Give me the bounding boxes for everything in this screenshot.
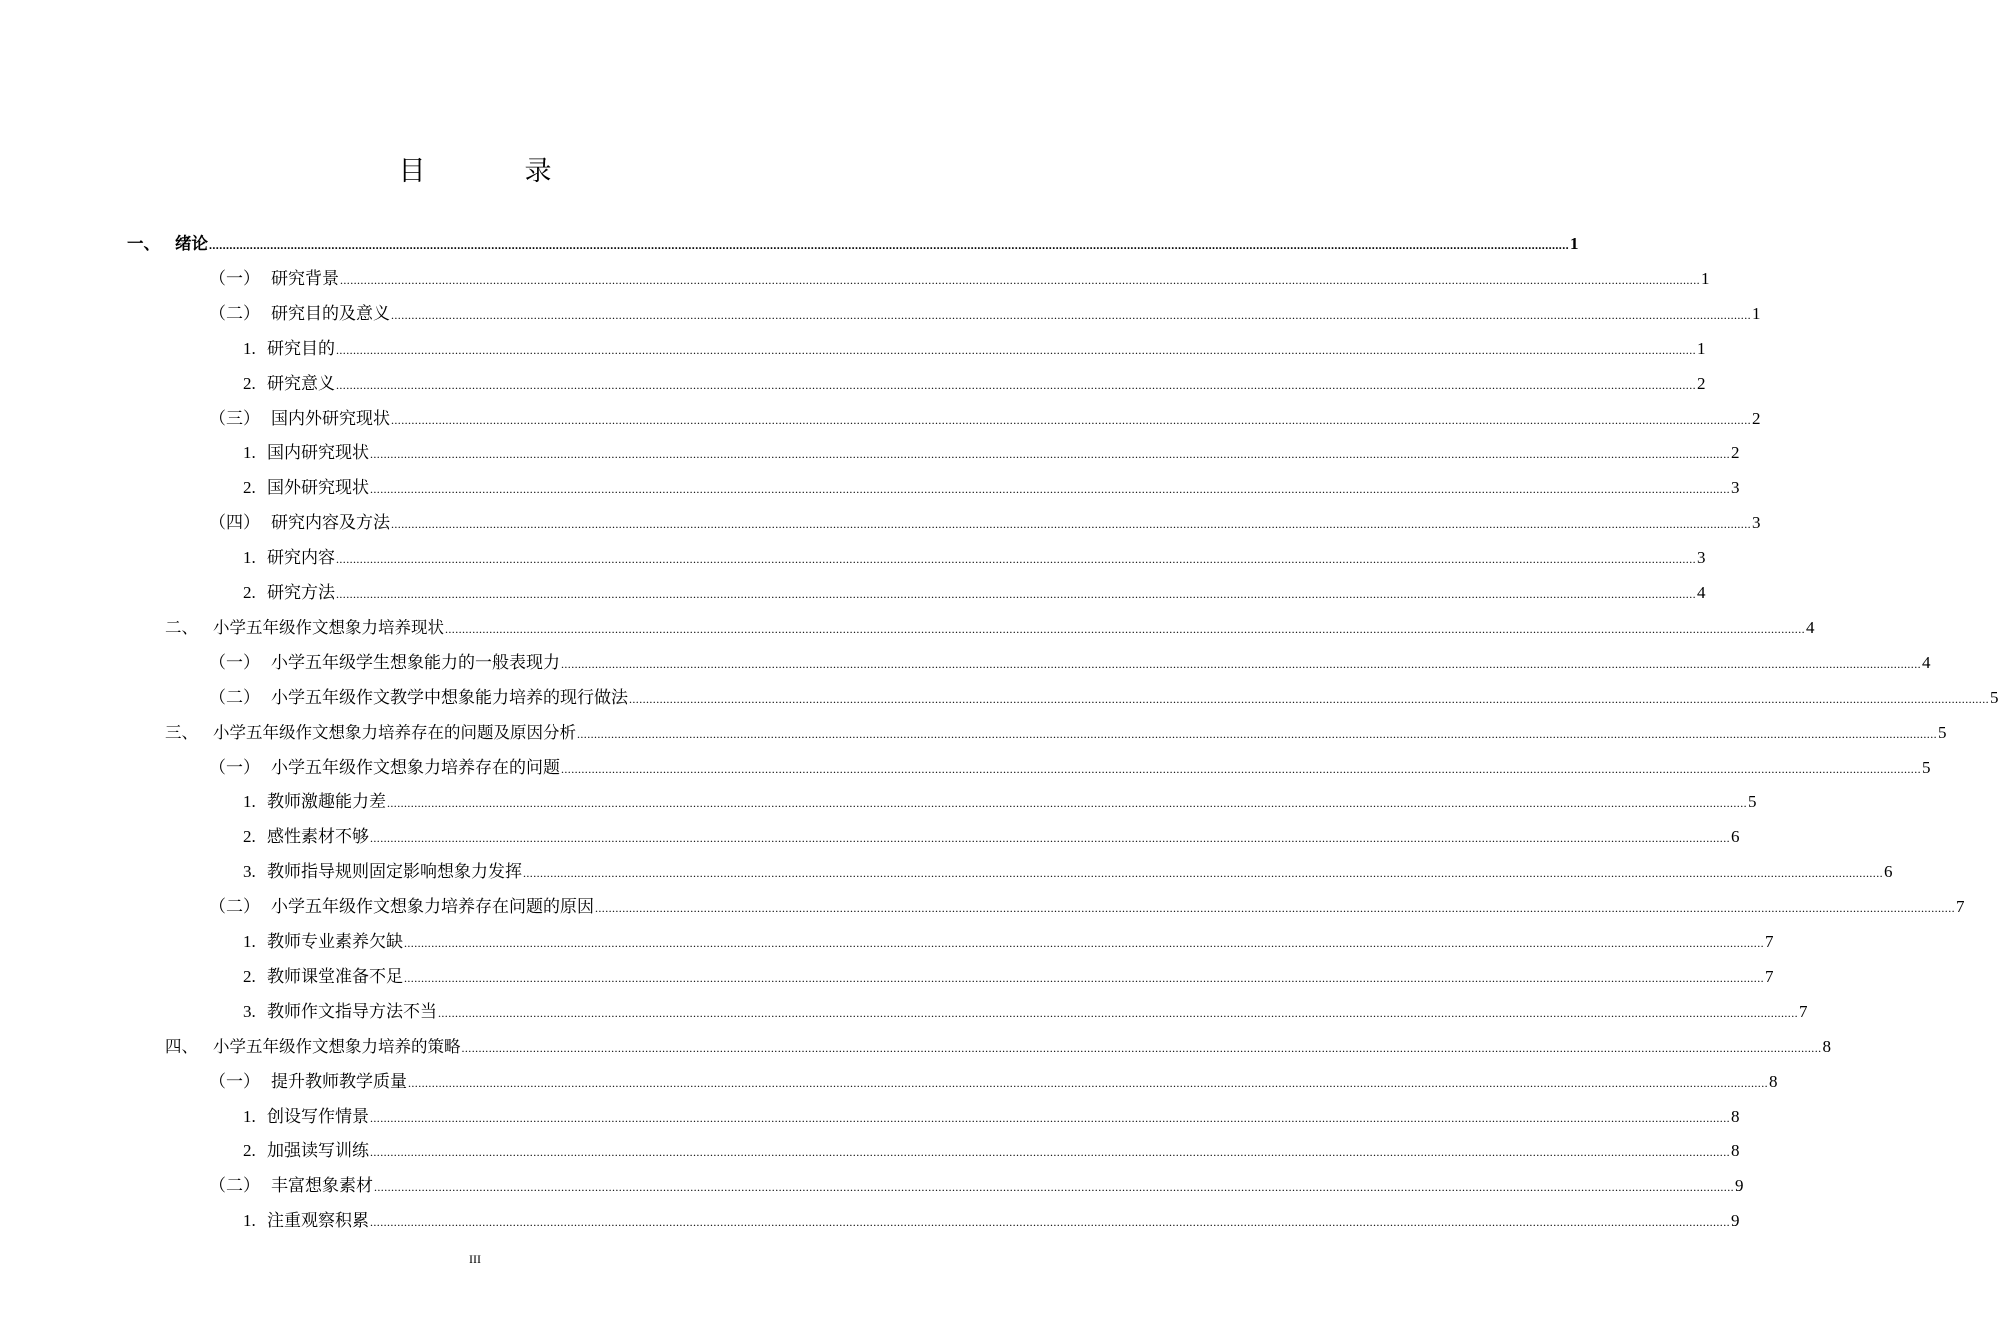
toc-entry-page: 9 [1731, 1211, 1740, 1231]
dot-leader: ................................................................................................................................................................................................................................................................................................................................................................................................................ [391, 517, 1751, 532]
toc-title: 目 录 [398, 156, 588, 187]
toc-entry-number: 1. [243, 792, 256, 812]
toc-entry-page: 2 [1697, 373, 1706, 393]
dot-leader: ................................................................................................................................................................................................................................................................................................................................................................................................................ [374, 1180, 1734, 1195]
toc-entry-number: （二） [209, 897, 260, 917]
toc-entry[interactable] [209, 291, 1761, 325]
toc-entry-title: 创设写作情景 [267, 1106, 369, 1126]
toc-entry-number: （二） [209, 687, 260, 707]
toc-entry-number: 1. [243, 548, 256, 568]
toc-entry-number: （一） [209, 268, 260, 288]
toc-entry[interactable] [243, 326, 1706, 360]
toc-entry[interactable] [243, 849, 1893, 883]
dot-leader: ................................................................................................................................................................................................................................................................................................................................................................................................................ [561, 656, 1921, 671]
toc-entry-title: 研究意义 [267, 373, 335, 393]
toc-entry[interactable] [243, 535, 1706, 569]
toc-entry[interactable] [243, 1128, 1740, 1162]
toc-entry[interactable] [165, 1024, 1831, 1058]
toc-entry-number: 2. [243, 827, 256, 847]
toc-entry[interactable] [243, 919, 1774, 953]
toc-entry-page: 5 [1748, 792, 1757, 812]
toc-entry[interactable] [243, 814, 1740, 848]
toc-entry-title: 小学五年级作文想象力培养现状 [213, 617, 444, 637]
dot-leader: ................................................................................................................................................................................................................................................................................................................................................................................................................ [391, 412, 1751, 427]
dot-leader: ................................................................................................................................................................................................................................................................................................................................................................................................................ [336, 377, 1696, 392]
toc-entry[interactable] [243, 465, 1740, 499]
page-number-footer: III [469, 1252, 481, 1266]
toc-entry-title: 研究目的及意义 [271, 303, 390, 323]
dot-leader: ................................................................................................................................................................................................................................................................................................................................................................................................................ [336, 342, 1696, 357]
toc-entry-title: 丰富想象素材 [271, 1176, 373, 1196]
toc-entry-page: 6 [1884, 862, 1893, 882]
toc-entry[interactable] [209, 1059, 1778, 1093]
toc-entry-number: （二） [209, 1176, 260, 1196]
dot-leader: ................................................................................................................................................................................................................................................................................................................................................................................................................ [336, 552, 1696, 567]
toc-entry-title: 教师课堂准备不足 [267, 966, 403, 986]
toc-entry[interactable] [165, 605, 1815, 639]
toc-entry-page: 3 [1697, 548, 1706, 568]
toc-entry-number: （一） [209, 1071, 260, 1091]
toc-entry-number: 二、 [165, 617, 198, 637]
dot-leader: ................................................................................................................................................................................................................................................................................................................................................................................................................ [370, 447, 1730, 462]
dot-leader: ................................................................................................................................................................................................................................................................................................................................................................................................................ [523, 866, 1883, 881]
toc-entry-number: 四、 [165, 1036, 198, 1056]
toc-entry[interactable] [243, 361, 1706, 395]
dot-leader: ................................................................................................................................................................................................................................................................................................................................................................................................................ [336, 587, 1696, 601]
dot-leader: ................................................................................................................................................................................................................................................................................................................................................................................................................ [209, 238, 1569, 252]
toc-entry-title: 小学五年级作文想象力培养存在问题的原因 [271, 897, 594, 917]
toc-entry-number: （四） [209, 513, 260, 533]
toc-entry-title: 研究目的 [267, 338, 335, 358]
toc-entry-page: 5 [1922, 757, 1931, 777]
toc-entry-number: 1. [243, 443, 256, 463]
toc-entry-title: 教师指导规则固定影响想象力发挥 [267, 862, 522, 882]
toc-entry-title: 感性素材不够 [267, 827, 369, 847]
toc-entry-page: 7 [1799, 1001, 1808, 1021]
toc-entry-number: 2. [243, 583, 256, 602]
toc-entry-number: 1. [243, 1211, 256, 1231]
dot-leader: ................................................................................................................................................................................................................................................................................................................................................................................................................ [370, 482, 1730, 497]
toc-entry-page: 8 [1769, 1071, 1778, 1091]
dot-leader: ................................................................................................................................................................................................................................................................................................................................................................................................................ [404, 970, 1764, 985]
toc-entry-number: 2. [243, 1141, 256, 1161]
toc-entry-title: 国内研究现状 [267, 443, 369, 463]
toc-entry-page: 7 [1956, 897, 1965, 917]
toc-entry-page: 1 [1570, 234, 1579, 253]
toc-entry-page: 8 [1731, 1106, 1740, 1126]
toc-entry-number: 2. [243, 478, 256, 498]
toc-entry-page: 4 [1922, 652, 1931, 672]
dot-leader: ................................................................................................................................................................................................................................................................................................................................................................................................................ [404, 936, 1764, 950]
toc-entry-number: 三、 [165, 722, 198, 742]
toc-entry-number: 3. [243, 1001, 256, 1021]
toc-entry-number: 3. [243, 862, 256, 882]
dot-leader: ................................................................................................................................................................................................................................................................................................................................................................................................................ [595, 901, 1955, 916]
toc-entry[interactable] [243, 570, 1706, 604]
dot-leader: ................................................................................................................................................................................................................................................................................................................................................................................................................ [370, 831, 1730, 846]
toc-entry[interactable] [209, 745, 1931, 779]
toc-entry-page: 6 [1731, 827, 1740, 847]
toc-entry-page: 8 [1731, 1141, 1740, 1161]
toc-entry-title: 小学五年级学生想象能力的一般表现力 [271, 652, 560, 672]
toc-entry-title: 研究背景 [271, 268, 339, 288]
toc-entry-page: 7 [1765, 966, 1774, 986]
toc-entry-page: 2 [1731, 443, 1740, 463]
dot-leader: ................................................................................................................................................................................................................................................................................................................................................................................................................ [561, 761, 1921, 776]
toc-entry-number: （二） [209, 303, 260, 323]
toc-entry-number: （一） [209, 757, 260, 777]
dot-leader: ................................................................................................................................................................................................................................................................................................................................................................................................................ [577, 726, 1937, 741]
toc-entry-page: 5 [1938, 722, 1947, 742]
toc-entry[interactable] [209, 500, 1761, 534]
toc-entry-number: （一） [209, 652, 260, 672]
toc-entry-title: 小学五年级作文想象力培养存在的问题及原因分析 [213, 722, 576, 742]
toc-entry-number: （三） [209, 408, 260, 428]
toc-entry-title: 注重观察积累 [267, 1211, 369, 1231]
toc-entry-title: 国内外研究现状 [271, 408, 390, 428]
toc-entry-number: 1. [243, 932, 256, 951]
toc-entry[interactable] [127, 221, 1579, 255]
toc-entry-title: 绪论 [175, 234, 208, 253]
toc-entry-number: 1. [243, 1106, 256, 1126]
toc-entry-title: 提升教师教学质量 [271, 1071, 407, 1091]
dot-leader: ................................................................................................................................................................................................................................................................................................................................................................................................................ [461, 1040, 1822, 1055]
dot-leader: ................................................................................................................................................................................................................................................................................................................................................................................................................ [370, 1215, 1730, 1230]
toc-entry-page: 8 [1822, 1036, 1831, 1056]
toc-entry-page: 1 [1701, 268, 1710, 288]
toc-entry[interactable] [243, 1094, 1740, 1128]
toc-entry-number: 2. [243, 373, 256, 393]
toc-entry-title: 加强读写训练 [267, 1141, 369, 1161]
toc-entry-page: 3 [1752, 513, 1761, 533]
dot-leader: ................................................................................................................................................................................................................................................................................................................................................................................................................ [438, 1005, 1798, 1020]
toc-entry-page: 1 [1752, 303, 1761, 323]
dot-leader: ................................................................................................................................................................................................................................................................................................................................................................................................................ [408, 1075, 1768, 1090]
dot-leader: ................................................................................................................................................................................................................................................................................................................................................................................................................ [340, 272, 1700, 287]
toc-entry[interactable] [209, 256, 1710, 290]
toc-entry-page: 5 [1990, 687, 1999, 707]
toc-entry[interactable] [209, 675, 1999, 709]
toc-entry[interactable] [209, 396, 1761, 430]
dot-leader: ................................................................................................................................................................................................................................................................................................................................................................................................................ [370, 1110, 1730, 1125]
toc-entry-page: 2 [1752, 408, 1761, 428]
toc-entry[interactable] [243, 954, 1774, 988]
toc-entry-title: 小学五年级作文想象力培养存在的问题 [271, 757, 560, 777]
toc-entry-title: 国外研究现状 [267, 478, 369, 498]
toc-entry-title: 研究内容 [267, 548, 335, 568]
toc-entry-title: 教师激趣能力差 [267, 792, 386, 812]
toc-entry-page: 4 [1697, 583, 1706, 602]
toc-entry[interactable] [209, 640, 1931, 674]
toc-entry-page: 7 [1765, 932, 1774, 951]
toc-entry[interactable] [243, 779, 1757, 813]
toc-entry[interactable] [243, 989, 1808, 1023]
toc-entry-number: 2. [243, 966, 256, 986]
toc-entry-page: 1 [1697, 338, 1706, 358]
dot-leader: ................................................................................................................................................................................................................................................................................................................................................................................................................ [445, 621, 1805, 636]
toc-entry-page: 3 [1731, 478, 1740, 498]
dot-leader: ................................................................................................................................................................................................................................................................................................................................................................................................................ [391, 307, 1751, 322]
toc-entry-title: 教师作文指导方法不当 [267, 1001, 437, 1021]
dot-leader: ................................................................................................................................................................................................................................................................................................................................................................................................................ [629, 691, 1989, 706]
toc-entry[interactable] [165, 710, 1947, 744]
toc-entry[interactable] [209, 884, 1965, 918]
toc-entry-title: 教师专业素养欠缺 [267, 932, 403, 951]
toc-entry[interactable] [209, 1163, 1744, 1197]
dot-leader: ................................................................................................................................................................................................................................................................................................................................................................................................................ [370, 1145, 1730, 1160]
toc-entry[interactable] [243, 1198, 1740, 1232]
dot-leader: ................................................................................................................................................................................................................................................................................................................................................................................................................ [387, 796, 1747, 811]
toc-entry-page: 9 [1735, 1176, 1744, 1196]
toc-entry-title: 研究方法 [267, 583, 335, 602]
toc-entry-title: 小学五年级作文教学中想象能力培养的现行做法 [271, 687, 628, 707]
toc-entry-title: 小学五年级作文想象力培养的策略 [213, 1036, 461, 1056]
toc-entry-number: 一、 [127, 234, 160, 253]
toc-entry[interactable] [243, 430, 1740, 464]
toc-entry-page: 4 [1806, 617, 1815, 637]
toc-entry-number: 1. [243, 338, 256, 358]
toc-entry-title: 研究内容及方法 [271, 513, 390, 533]
